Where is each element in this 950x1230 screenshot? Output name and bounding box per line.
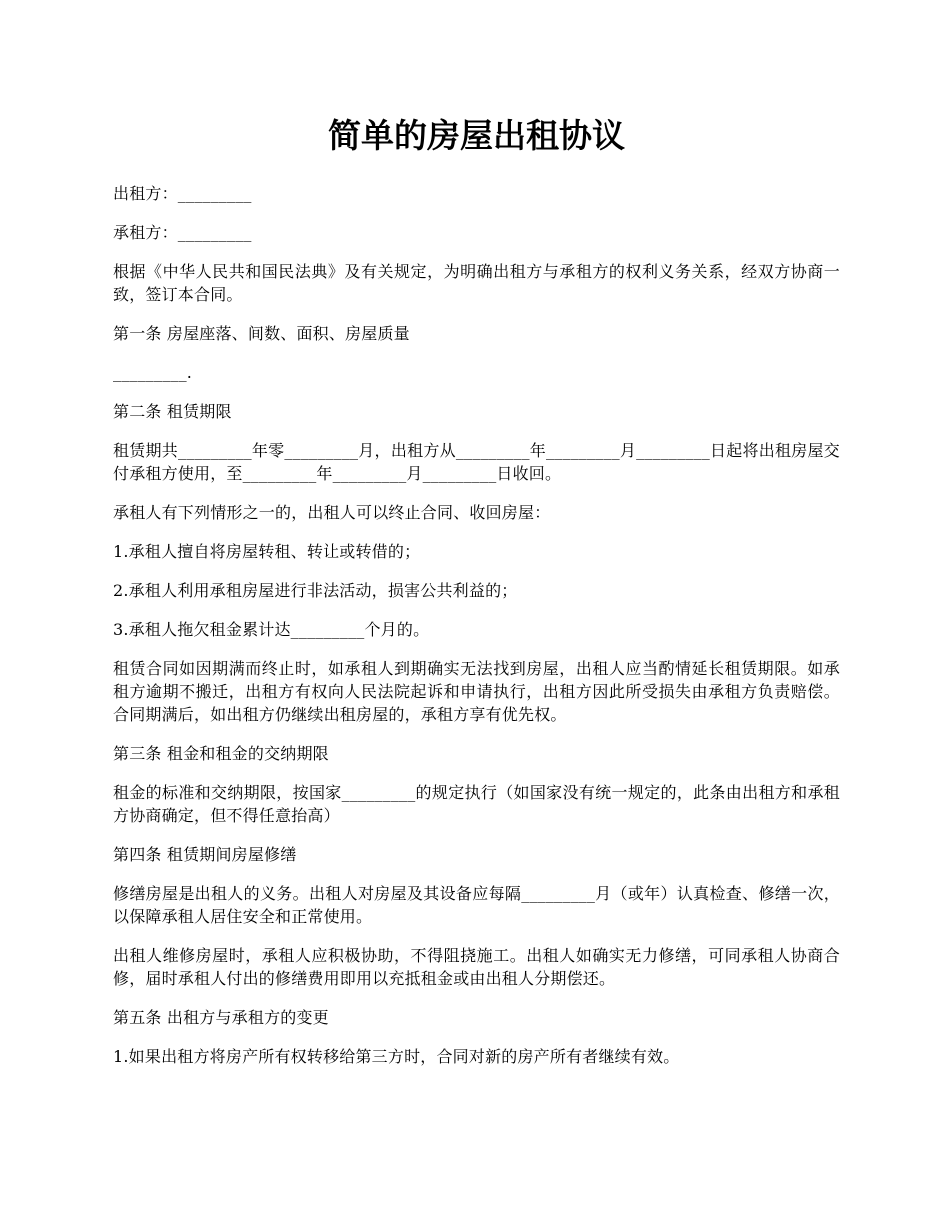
repair-paragraph-1: 修缮房屋是出租人的义务。出租人对房屋及其设备应每隔_________月（或年）认真检查、修缮一次，以保障承租人居住安全和正常使用。 — [113, 884, 840, 926]
lessee-line: 承租方：_________ — [113, 223, 252, 242]
document-title: 简单的房屋出租协议 — [328, 116, 625, 155]
article-2-heading: 第二条 租赁期限 — [113, 402, 232, 421]
article-1-blank: _________. — [113, 363, 193, 382]
termination-item-2: 2.承租人利用承租房屋进行非法活动，损害公共利益的； — [113, 581, 518, 600]
rent-paragraph: 租金的标准和交纳期限，按国家_________的规定执行（如国家没有统一规定的，此条由出租方和承租方协商确定，但不得任意抬高） — [113, 783, 840, 825]
lessor-line: 出租方：_________ — [113, 184, 252, 203]
preamble-paragraph: 根据《中华人民共和国民法典》及有关规定，为明确出租方与承租方的权利义务关系，经双方协商一致，签订本合同。 — [113, 262, 840, 304]
termination-item-3: 3.承租人拖欠租金累计达_________个月的。 — [113, 620, 430, 639]
termination-item-1: 1.承租人擅自将房屋转租、转让或转借的； — [113, 542, 421, 561]
article-4-heading: 第四条 租赁期间房屋修缮 — [113, 845, 297, 864]
termination-intro: 承租人有下列情形之一的，出租人可以终止合同、收回房屋： — [113, 503, 551, 522]
article-5-heading: 第五条 出租方与承租方的变更 — [113, 1008, 329, 1027]
document-page — [113, 112, 840, 1084]
lease-term-paragraph: 租赁期共_________年零_________月，出租方从_________年_________月_________日起将出租房屋交付承租方使用，至_________年_________月_________日收回。 — [113, 441, 840, 483]
article-3-heading: 第三条 租金和租金的交纳期限 — [113, 744, 329, 763]
expiry-paragraph: 租赁合同如因期满而终止时，如承租人到期确实无法找到房屋，出租人应当酌情延长租赁期限。如承租方逾期不搬迁，出租方有权向人民法院起诉和申请执行，出租方因此所受损失由承租方负责赔偿。合同期满后，如出租方仍继续出租房屋的，承租方享有优先权。 — [113, 659, 840, 724]
change-item-1: 1.如果出租方将房产所有权转移给第三方时，合同对新的房产所有者继续有效。 — [113, 1047, 680, 1066]
article-1-heading: 第一条 房屋座落、间数、面积、房屋质量 — [113, 324, 410, 343]
repair-paragraph-2: 出租人维修房屋时，承租人应积极协助，不得阻挠施工。出租人如确实无力修缮，可同承租人协商合修，届时承租人付出的修缮费用即用以充抵租金或由出租人分期偿还。 — [113, 946, 840, 988]
